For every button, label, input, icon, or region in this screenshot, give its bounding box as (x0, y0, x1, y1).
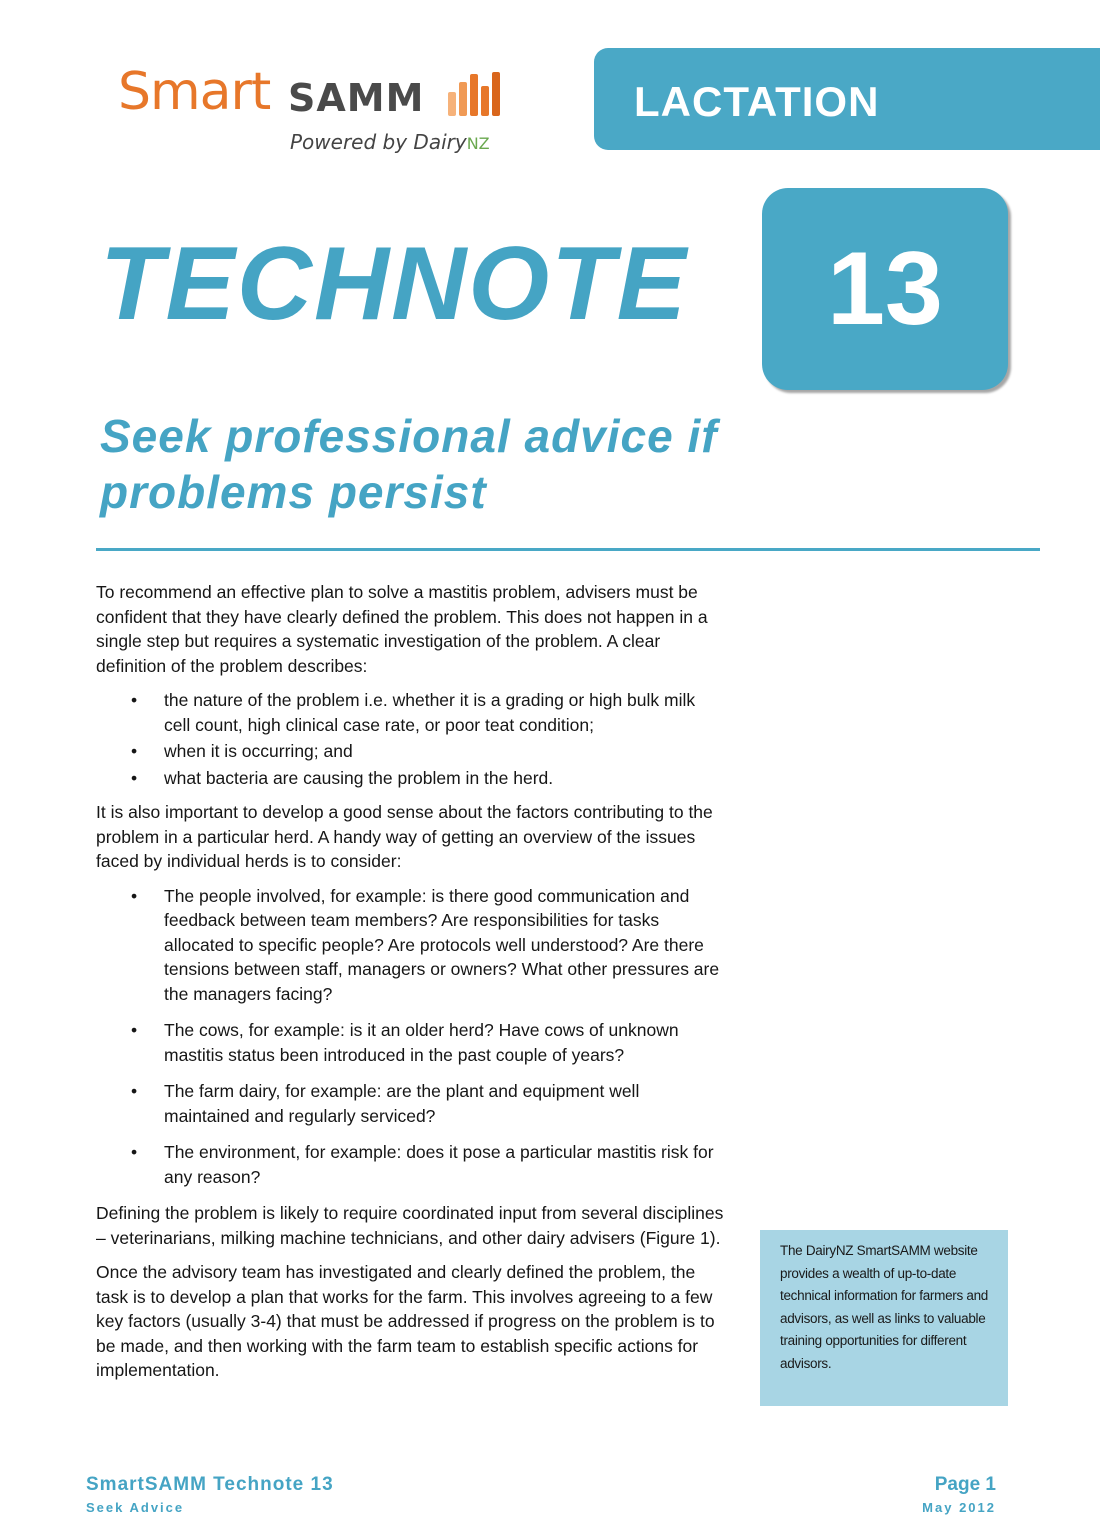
list-item: • what bacteria are causing the problem in the herd. (164, 766, 726, 791)
problem-definition-list (96, 688, 726, 790)
bar-graph-icon (448, 70, 508, 116)
section-tab-label: LACTATION (634, 78, 880, 125)
logo-powered-text: Powered by Dairy (290, 130, 467, 154)
subtitle-line-2: problems persist (100, 466, 487, 518)
technote-number-box (762, 188, 1008, 390)
body-text (96, 580, 726, 1393)
logo-smart-text: Smart (118, 62, 271, 122)
section-tab (594, 48, 1100, 150)
list-item: • the nature of the problem i.e. whether it is a grading or high bulk milk cell count, high clinical case rate, or poor teat condition; (164, 688, 726, 737)
list-item: • The cows, for example: is it an older herd? Have cows of unknown mastitis status been introduced in the past couple of years? (164, 1018, 726, 1067)
footer-subtitle: Seek Advice (86, 1500, 185, 1515)
sidebar-callout (760, 1230, 1008, 1406)
smartsamm-logo (118, 62, 518, 162)
footer-date: May 2012 (922, 1500, 996, 1515)
callout-text: The DairyNZ SmartSAMM website provides a wealth of up-to-date technical information for farmers and advisors, as well as links to valuable training opportunities for different advisors. (780, 1243, 988, 1371)
footer-title: SmartSAMM Technote 13 (86, 1474, 334, 1495)
technote-title: TECHNOTE (100, 226, 688, 342)
list-item: • The environment, for example: does it pose a particular mastitis risk for any reason? (164, 1140, 726, 1189)
paragraph: It is also important to develop a good sense about the factors contributing to the problem in a particular herd. A handy way of getting an overview of the issues faced by individual herds is to consider: (96, 802, 713, 871)
paragraph: Defining the problem is likely to require coordinated input from several disciplines – veterinarians, milking machine technicians, and other dairy advisers (Figure 1). (96, 1203, 724, 1248)
logo-tagline (290, 130, 490, 154)
list-item: • The farm dairy, for example: are the plant and equipment well maintained and regularly serviced? (164, 1079, 726, 1128)
factors-list (96, 884, 726, 1190)
page-number: Page 1 (934, 1474, 996, 1495)
paragraph: Once the advisory team has investigated and clearly defined the problem, the task is to develop a plan that works for the farm. This involves agreeing to a few key factors (usually 3-4) that must be addressed if progress on the problem is to be made, and then working with the farm team to establish specific actions for implementation. (96, 1262, 715, 1380)
paragraph: To recommend an effective plan to solve a mastitis problem, advisers must be confident that they have clearly defined the problem. This does not happen in a single step but requires a systematic investigation of the problem. A clear definition of the problem describes: (96, 582, 708, 676)
header-divider (96, 548, 1040, 551)
logo-samm-text: SAMM (288, 76, 425, 120)
technote-number: 13 (827, 231, 943, 347)
page-subtitle (100, 408, 1000, 520)
list-item: • The people involved, for example: is there good communication and feedback between team members? Are responsibilities for tasks allocated to specific people? Are protocols well understood? Are there tensions between staff, managers or owners? What other pressures are the managers facing? (164, 884, 726, 1007)
subtitle-line-1: Seek professional advice if (100, 410, 718, 462)
logo-nz-text: NZ (466, 134, 490, 153)
list-item: • when it is occurring; and (164, 739, 726, 764)
